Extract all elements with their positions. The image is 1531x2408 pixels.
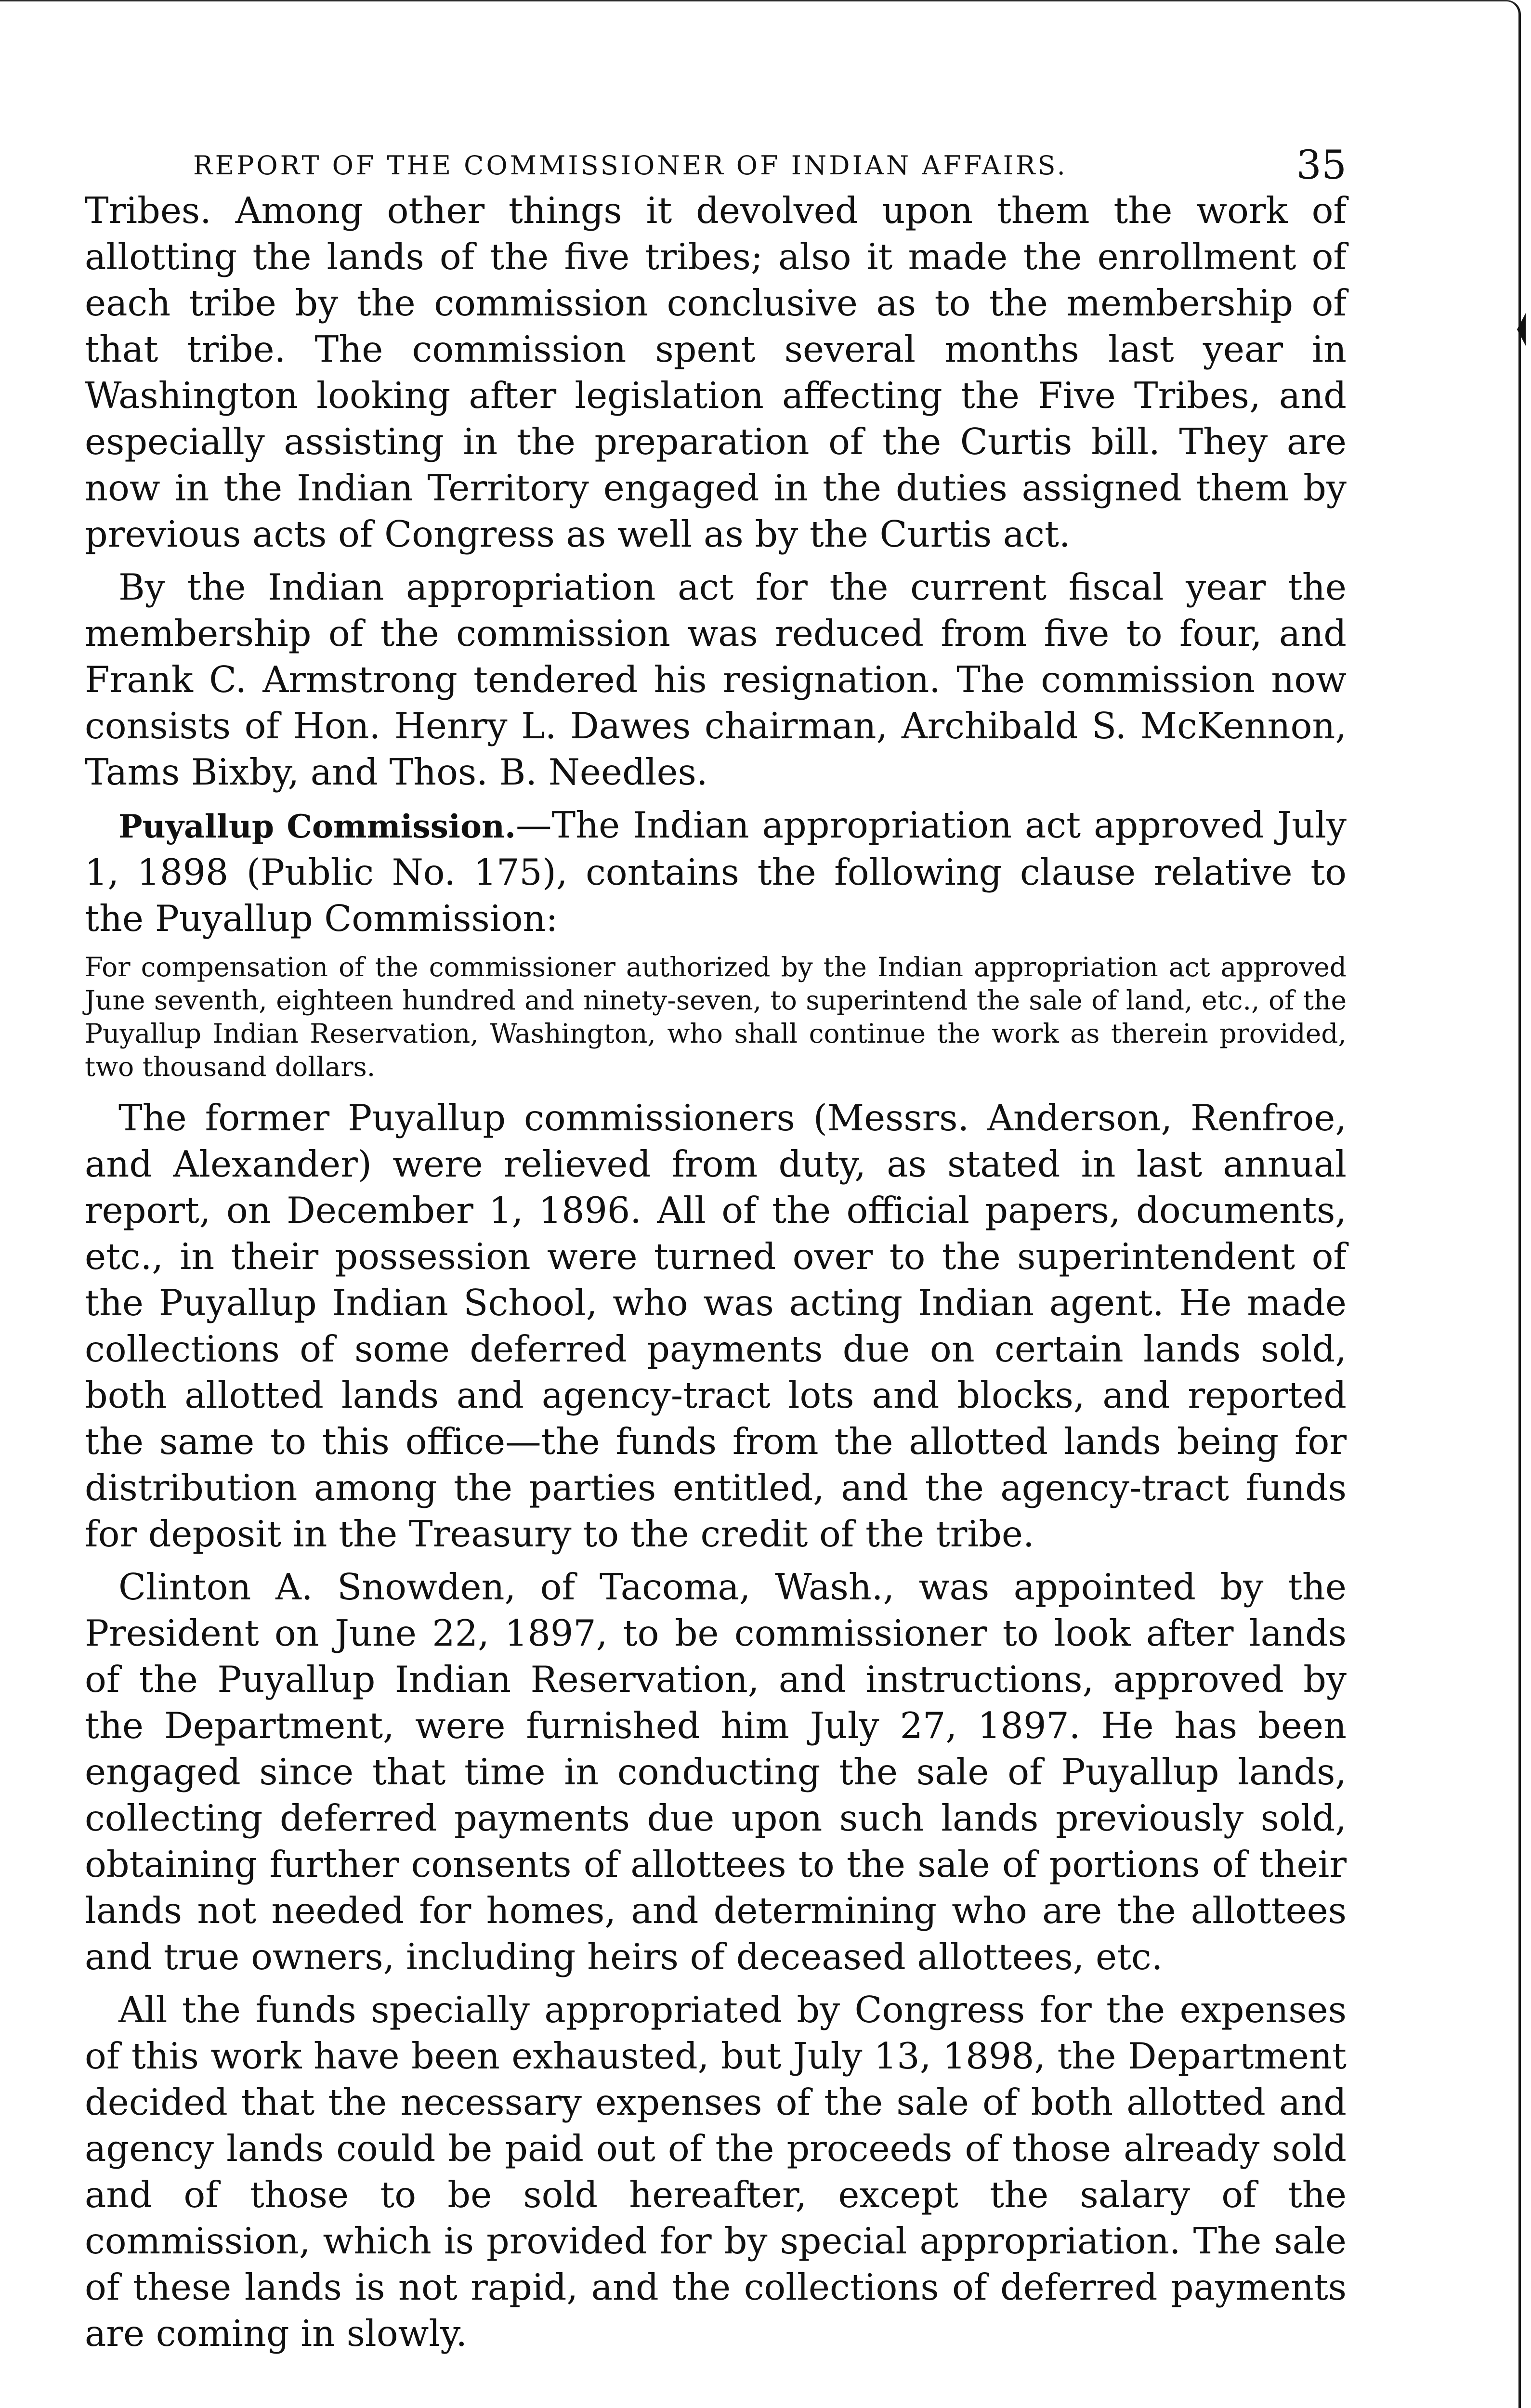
paragraph-former-commissioners: The former Puyallup commissioners (Messrs. Anderson, Renfroe, and Alexander) were relieved from duty, as stated in last annual report, on December 1, 1896. All of the official papers, documents, etc., in their possession were turned over to the superintendent of the Puyallup Indian School, who was acting Indian agent. He made collections of some deferred payments due on certain lands sold, both allotted lands and agency-tract lots and blocks, and reported the same to this office—the funds from the allotted lands being for distribution among the parties entitled, and the agency-tract funds for deposit in the Treasury to the credit of the tribe. (85, 1097, 1347, 1555)
paragraph-commission-membership: By the Indian appropriation act for the current fiscal year the membership of the commission was reduced from five to four, and Frank C. Armstrong tendered his resignation. The commission now consists of Hon. Henry L. Dawes chairman, Archibald S. McKennon, Tams Bixby, and Thos. B. Needles. (85, 566, 1347, 793)
paragraph-puyallup-commission (85, 802, 1347, 942)
paragraph-puyallup-commission-text: —The Indian appropriation act approved July 1, 1898 (Public No. 175), contains the following clause relative to the Puyallup Commission: (85, 804, 1347, 940)
page-number: 35 (1296, 143, 1347, 188)
running-head (85, 144, 1347, 188)
running-title: REPORT OF THE COMMISSIONER OF INDIAN AFFAIRS. (193, 150, 1068, 181)
paragraph-funds-exhausted: All the funds specially appropriated by Congress for the expenses of this work have been exhausted, but July 13, 1898, the Department decided that the necessary expenses of the sale of both allotted and agency lands could be paid out of the proceeds of those already sold and of those to be sold hereafter, except the salary of the commission, which is provided for by special appropriation. The sale of these lands is not rapid, and the collections of deferred payments are coming in slowly. (85, 1989, 1347, 2355)
side-heading-puyallup-commission: Puyallup Commission. (118, 808, 516, 845)
paragraph-snowden-appointment: Clinton A. Snowden, of Tacoma, Wash., was appointed by the President on June 22, 1897, to be commissioner to look after lands of the Puyallup Indian Reservation, and instructions, approved by the Department, were furnished him July 27, 1897. He has been engaged since that time in conducting the sale of Puyallup lands, collecting deferred payments due upon such lands previously sold, obtaining further consents of allottees to the sale of portions of their lands not needed for homes, and determining who are the allottees and true owners, including heirs of deceased allottees, etc. (85, 1566, 1347, 1978)
quoted-clause: For compensation of the commissioner authorized by the Indian appropriation act approved June seventh, eighteen hundred and ninety-seven, to superintend the sale of land, etc., of the Puyallup Indian Reservation, Washington, who shall continue the work as therein provided, two thousand dollars. (85, 952, 1347, 1082)
page-content (85, 144, 1347, 2364)
page-edge-mark (1517, 313, 1526, 346)
paragraph-five-tribes-duties: Tribes. Among other things it devolved upon them the work of allotting the lands of the five tribes; also it made the enrollment of each tribe by the commission conclusive as to the membership of that tribe. The commission spent several months last year in Washington looking after legislation affecting the Five Tribes, and especially assisting in the preparation of the Curtis bill. They are now in the Indian Territory engaged in the duties assigned them by previous acts of Congress as well as by the Curtis act. (85, 190, 1347, 555)
